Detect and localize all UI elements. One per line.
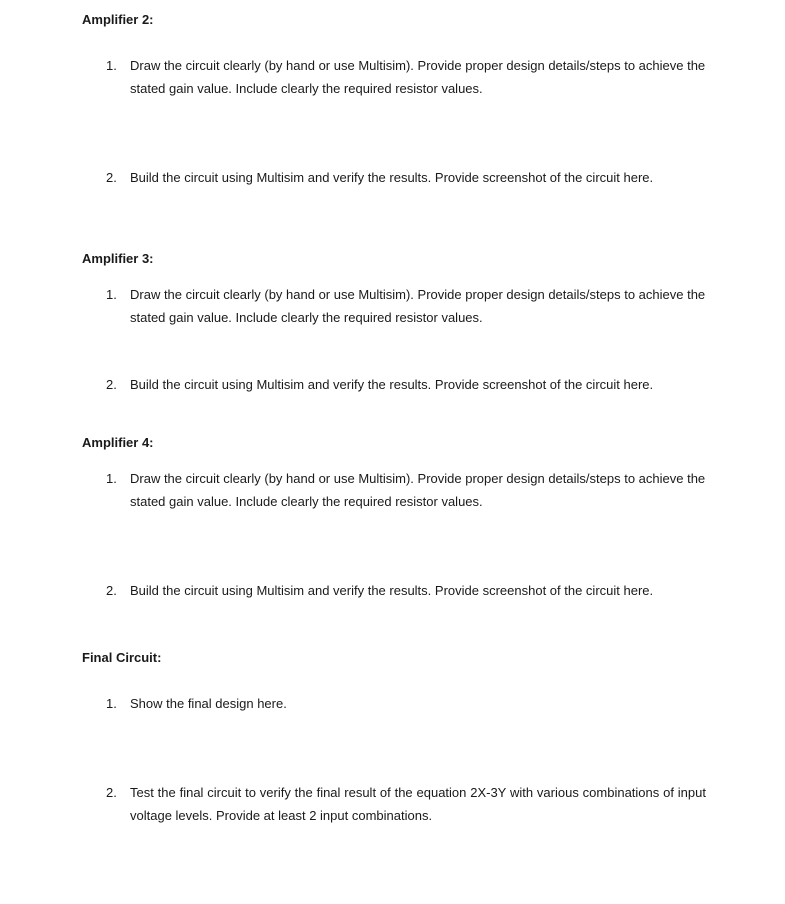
amplifier-2-step-1 xyxy=(106,54,706,100)
list-text: Build the circuit using Multisim and verify the results. Provide screenshot of the circuit here. xyxy=(130,583,654,598)
list-number: 1. xyxy=(106,58,117,73)
list-number: 1. xyxy=(106,471,117,486)
amplifier-4-heading: Amplifier 4: xyxy=(82,435,154,450)
list-number: 1. xyxy=(106,287,117,302)
list-number: 2. xyxy=(106,583,117,598)
list-text: Draw the circuit clearly (by hand or use Multisim). Provide proper design details/steps to achieve the stated gain value. Include clearly the required resistor values. xyxy=(130,58,706,96)
list-number: 2. xyxy=(106,377,117,392)
amplifier-3-step-2 xyxy=(106,373,706,396)
list-text: Test the final circuit to verify the final result of the equation 2X-3Y with various combinations of input voltage levels. Provide at least 2 input combinations. xyxy=(130,785,706,823)
list-number: 2. xyxy=(106,785,117,800)
list-number: 2. xyxy=(106,170,117,185)
final-circuit-step-1 xyxy=(106,692,706,715)
list-text: Draw the circuit clearly (by hand or use Multisim). Provide proper design details/steps to achieve the stated gain value. Include clearly the required resistor values. xyxy=(130,471,706,509)
list-number: 1. xyxy=(106,696,117,711)
amplifier-3-step-1 xyxy=(106,283,706,329)
amplifier-2-step-2 xyxy=(106,166,706,189)
amplifier-4-step-2 xyxy=(106,579,706,602)
list-text: Build the circuit using Multisim and verify the results. Provide screenshot of the circuit here. xyxy=(130,170,654,185)
final-circuit-heading: Final Circuit: xyxy=(82,650,162,665)
amplifier-4-step-1 xyxy=(106,467,706,513)
final-circuit-step-2 xyxy=(106,781,706,827)
amplifier-2-heading: Amplifier 2: xyxy=(82,12,154,27)
list-text: Draw the circuit clearly (by hand or use Multisim). Provide proper design details/steps to achieve the stated gain value. Include clearly the required resistor values. xyxy=(130,287,706,325)
amplifier-3-heading: Amplifier 3: xyxy=(82,251,154,266)
list-text: Build the circuit using Multisim and verify the results. Provide screenshot of the circuit here. xyxy=(130,377,654,392)
list-text: Show the final design here. xyxy=(130,696,287,711)
